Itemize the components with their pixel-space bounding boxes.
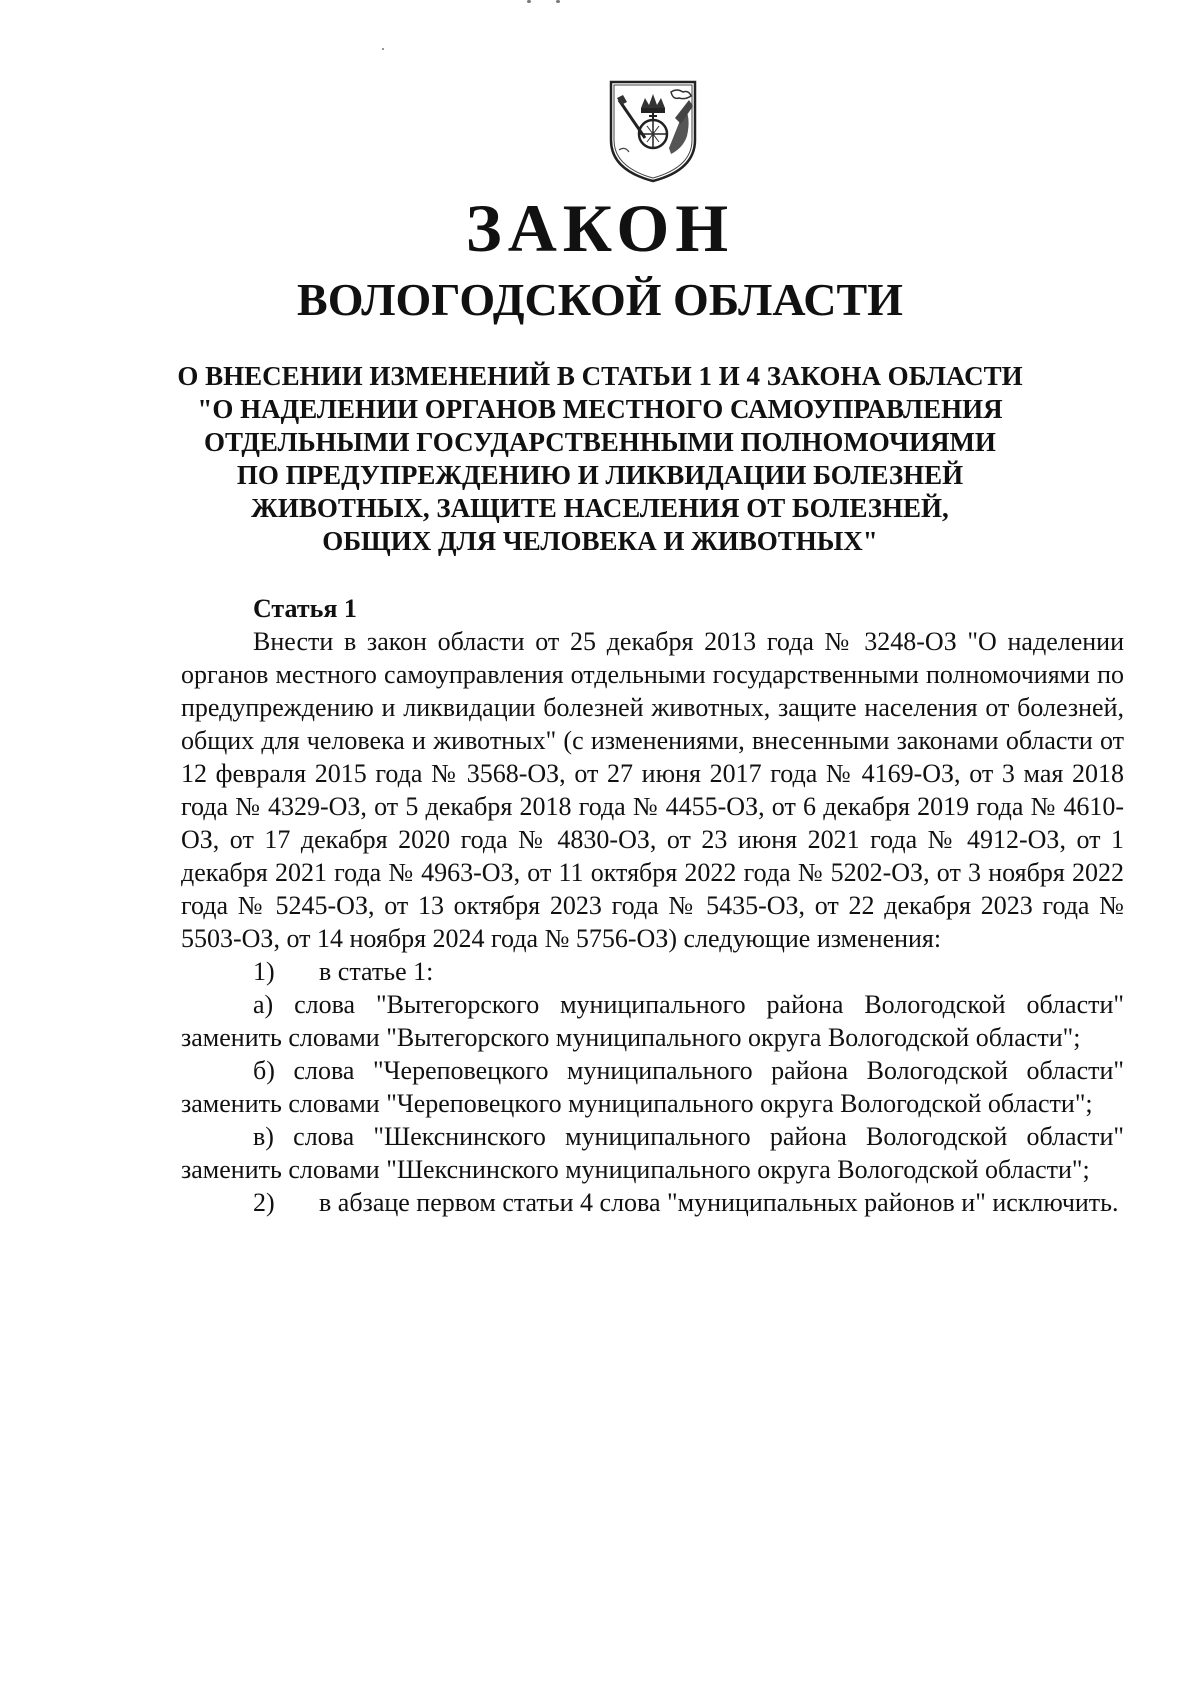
- title-line: "О НАДЕЛЕНИИ ОРГАНОВ МЕСТНОГО САМОУПРАВЛЕНИЯ: [197, 394, 1003, 424]
- list-item-text: в статье 1:: [319, 957, 434, 986]
- region-name: ВОЛОГОДСКОЙ ОБЛАСТИ: [297, 274, 903, 325]
- title-line: ЖИВОТНЫХ, ЗАЩИТЕ НАСЕЛЕНИЯ ОТ БОЛЕЗНЕЙ,: [251, 493, 949, 523]
- scan-mark: [556, 0, 560, 3]
- coat-of-arms-icon: [605, 78, 701, 184]
- subitem-c: в) слова "Шекснинского муниципального района Вологодской области" заменить словами "Шекснинского муниципального округа Вологодской области";: [181, 1122, 1124, 1184]
- list-item-2: [181, 1186, 1124, 1219]
- title-line: ПО ПРЕДУПРЕЖДЕНИЮ И ЛИКВИДАЦИИ БОЛЕЗНЕЙ: [236, 460, 964, 490]
- list-item-number: 2): [253, 1188, 275, 1217]
- law-title: [150, 360, 1050, 558]
- document-type: ЗАКОН: [465, 190, 735, 266]
- title-line: ОБЩИХ ДЛЯ ЧЕЛОВЕКА И ЖИВОТНЫХ": [322, 526, 878, 556]
- list-item-number: 1): [253, 957, 275, 986]
- subitem-a: а) слова "Вытегорского муниципального района Вологодской области" заменить словами "Вытегорского муниципального округа Вологодской области";: [181, 990, 1124, 1052]
- article-body: [181, 592, 1124, 1219]
- scan-mark: [527, 0, 531, 3]
- title-line: ОТДЕЛЬНЫМИ ГОСУДАРСТВЕННЫМИ ПОЛНОМОЧИЯМИ: [204, 427, 996, 457]
- article-heading: Статья 1: [253, 594, 357, 623]
- title-line: О ВНЕСЕНИИ ИЗМЕНЕНИЙ В СТАТЬИ 1 И 4 ЗАКОНА ОБЛАСТИ: [177, 361, 1023, 391]
- scan-mark: [382, 48, 384, 50]
- list-item-text: в абзаце первом статьи 4 слова "муниципальных районов и" исключить.: [319, 1188, 1119, 1217]
- article-intro-paragraph: Внести в закон области от 25 декабря 2013 года № 3248-ОЗ "О наделении органов местного самоуправления отдельными государственными полномочиями по предупреждению и ликвидации болезней животных, защите населения от болезней, общих для человека и животных" (с изменениями, внесенными законами области от 12 февраля 2015 года № 3568-ОЗ, от 27 июня 2017 года № 4169-ОЗ, от 3 мая 2018 года № 4329-ОЗ, от 5 декабря 2018 года № 4455-ОЗ, от 6 декабря 2019 года № 4610-ОЗ, от 17 декабря 2020 года № 4830-ОЗ, от 23 июня 2021 года № 4912-ОЗ, от 1 декабря 2021 года № 4963-ОЗ, от 11 октября 2022 года № 5202-ОЗ, от 3 ноября 2022 года № 5245-ОЗ, от 13 октября 2023 года № 5435-ОЗ, от 22 декабря 2023 года № 5503-ОЗ, от 14 ноября 2024 года № 5756-ОЗ) следующие изменения:: [181, 627, 1124, 953]
- subitem-b: б) слова "Череповецкого муниципального района Вологодской области" заменить словами "Череповецкого муниципального округа Вологодской области";: [181, 1056, 1124, 1118]
- list-item-1: [181, 955, 1124, 988]
